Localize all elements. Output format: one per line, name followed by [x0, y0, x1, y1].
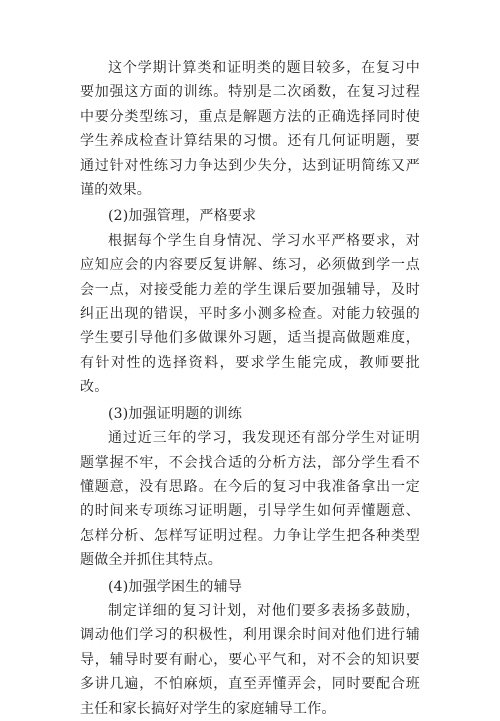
section-3-heading: (3)加强证明题的训练: [108, 405, 243, 422]
section-2-paragraph: 根据每个学生自身情况、学习水平严格要求，对应知应会的内容要反复讲解、练习，必须做到学一点会一点，对接受能力差的学生课后要加强辅导，及时纠正出现的错误，平时多小测多检查。对能力较强的学生要引导他们多做课外习题，适当提高做题难度，有针对性的选择资料，要求学生能完成，教师要批改。: [80, 232, 420, 396]
document-page: [80, 56, 420, 721]
section-2-heading: (2)加强管理，严格要求: [108, 208, 257, 225]
intro-paragraph: 这个学期计算类和证明类的题目较多，在复习中要加强这方面的训练。特别是二次函数，在复习过程中要分类型练习，重点是解题方法的正确选择同时使学生养成检查计算结果的习惯。还有几何证明题，要通过针对性练习力争达到少失分，达到证明简练又严谨的效果。: [80, 60, 420, 199]
section-4-heading: (4)加强学困生的辅导: [108, 578, 243, 595]
section-4-paragraph: 制定详细的复习计划，对他们要多表扬多鼓励，调动他们学习的积极性，利用课余时间对他们进行辅导，辅导时要有耐心，要心平气和，对不会的知识要多讲几遍，不怕麻烦，直至弄懂弄会，同时要配合班主任和家长搞好对学生的家庭辅导工作。: [80, 602, 420, 717]
section-3-paragraph: 通过近三年的学习，我发现还有部分学生对证明题掌握不牢，不会找合适的分析方法，部分学生看不懂题意，没有思路。在今后的复习中我准备拿出一定的时间来专项练习证明题，引导学生如何弄懂题意、怎样分析、怎样写证明过程。力争让学生把各种类型题做全并抓住其特点。: [80, 430, 420, 569]
